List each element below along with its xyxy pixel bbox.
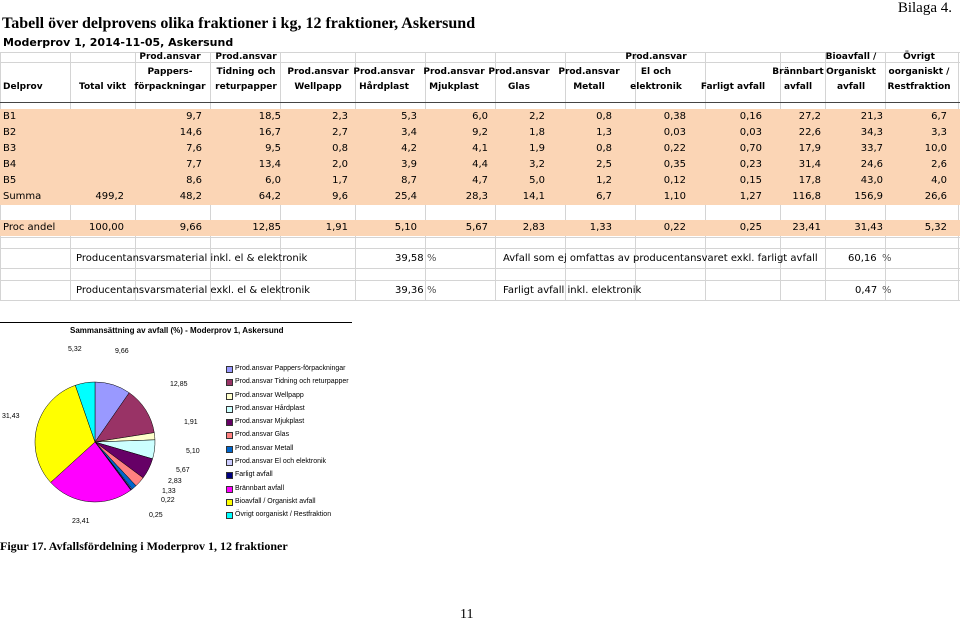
table-row <box>0 220 960 236</box>
summary-label-farligt: Farligt avfall inkl. elektronik <box>503 285 642 296</box>
row-label: B2 <box>3 127 17 138</box>
table-cell: 31,4 <box>798 159 821 170</box>
legend-label: Prod.ansvar Glas <box>235 431 290 439</box>
grid-hline <box>0 248 960 249</box>
figure-caption: Figur 17. Avfallsfördelning i Moderprov 1, 12 fraktioner <box>0 539 288 553</box>
table-subtitle: Moderprov 1, 2014-11-05, Askersund <box>3 36 234 49</box>
header-cell: Restfraktion <box>887 82 951 92</box>
pie-value-label: 5,10 <box>186 448 200 455</box>
table-cell: 26,6 <box>924 191 947 202</box>
table-cell: 2,7 <box>332 127 348 138</box>
table-cell: 5,10 <box>394 222 417 233</box>
summary-pct-ej-omfattas: % <box>882 253 892 264</box>
table-cell: 1,8 <box>529 127 545 138</box>
table-row <box>0 109 960 125</box>
table-cell: 116,8 <box>792 191 821 202</box>
legend-swatch <box>226 419 233 426</box>
table-cell: 0,12 <box>663 175 686 186</box>
table-cell: 2,6 <box>931 159 947 170</box>
header-cell: returpapper <box>215 82 277 92</box>
appendix-label: Bilaga 4. <box>897 0 952 16</box>
table-cell: 12,85 <box>252 222 281 233</box>
legend-label: Prod.ansvar Metall <box>235 444 294 452</box>
table-cell: 0,8 <box>332 143 348 154</box>
legend-label: Prod.ansvar Wellpapp <box>235 391 304 399</box>
table-cell: 0,22 <box>663 143 686 154</box>
header-cell: avfall <box>836 82 866 92</box>
table-cell: 0,23 <box>739 159 762 170</box>
summary-value-excl: 39,36 <box>395 285 424 296</box>
table-cell: 4,4 <box>472 159 488 170</box>
legend-label: Prod.ansvar El och elektronik <box>235 458 327 466</box>
table-cell: 24,6 <box>860 159 883 170</box>
pie-value-label: 9,66 <box>115 348 129 355</box>
row-label: Proc andel <box>3 222 56 233</box>
table-cell: 28,3 <box>465 191 488 202</box>
header-cell: Bioavfall / <box>825 52 877 62</box>
header-cell: Delprov <box>3 82 43 92</box>
pie-value-label: 2,83 <box>168 478 182 485</box>
header-cell: El och <box>640 67 672 77</box>
table-cell: 17,8 <box>798 175 821 186</box>
row-label: B1 <box>3 111 17 122</box>
table-cell: 33,7 <box>860 143 883 154</box>
table-cell: 0,03 <box>739 127 762 138</box>
grid-hline <box>0 62 960 63</box>
legend-label: Övrigt oorganiskt / Restfraktion <box>235 511 332 519</box>
table-cell: 4,1 <box>472 143 488 154</box>
table-title: Tabell över delprovens olika fraktioner i kg, 12 fraktioner, Askersund <box>2 15 476 32</box>
table-cell: 100,00 <box>89 222 124 233</box>
table-cell: 16,7 <box>258 127 281 138</box>
chart-title: Sammansättning av avfall (%) - Moderprov 1, Askersund <box>70 326 284 335</box>
legend-swatch <box>226 406 233 413</box>
table-cell: 14,6 <box>179 127 202 138</box>
legend-swatch <box>226 432 233 439</box>
table-cell: 0,16 <box>739 111 762 122</box>
table-cell: 6,0 <box>472 111 488 122</box>
header-cell: Total vikt <box>79 82 126 92</box>
table-cell: 3,2 <box>529 159 545 170</box>
table-row <box>0 173 960 189</box>
legend-label: Prod.ansvar Pappers-förpackningar <box>235 365 346 372</box>
table-cell: 2,2 <box>529 111 545 122</box>
legend-swatch <box>226 379 233 386</box>
pie-value-label: 0,22 <box>161 497 175 504</box>
table-cell: 5,32 <box>924 222 947 233</box>
header-cell: Prod.ansvar <box>423 67 485 77</box>
legend-swatch <box>226 512 233 519</box>
header-cell: Wellpapp <box>294 82 342 92</box>
summary-value-ej-omfattas: 60,16 <box>848 253 877 264</box>
table-cell: 43,0 <box>860 175 883 186</box>
table-cell: 21,3 <box>860 111 883 122</box>
table-cell: 4,7 <box>472 175 488 186</box>
grid-hline <box>0 300 960 301</box>
table-cell: 0,15 <box>739 175 762 186</box>
grid-hline <box>0 280 960 281</box>
table-cell: 34,3 <box>860 127 883 138</box>
table-cell: 1,91 <box>325 222 348 233</box>
header-cell: förpackningar <box>134 82 206 92</box>
pie-value-label: 0,25 <box>149 512 163 519</box>
legend-swatch <box>226 472 233 479</box>
table-cell: 8,7 <box>401 175 417 186</box>
legend-label: Farligt avfall <box>235 471 273 479</box>
summary-pct-farligt: % <box>882 285 892 296</box>
table-row <box>0 157 960 173</box>
summary-label-incl: Producentansvarsmaterial inkl. el & elektronik <box>76 253 308 264</box>
table-cell: 0,70 <box>739 143 762 154</box>
table-cell: 4,0 <box>931 175 947 186</box>
table-cell: 7,6 <box>186 143 202 154</box>
table-cell: 3,4 <box>401 127 417 138</box>
table-cell: 3,9 <box>401 159 417 170</box>
header-cell: Brännbart <box>772 67 824 77</box>
table-cell: 23,41 <box>792 222 821 233</box>
table-cell: 5,67 <box>465 222 488 233</box>
table-cell: 31,43 <box>854 222 883 233</box>
table-cell: 18,5 <box>258 111 281 122</box>
header-cell: Mjukplast <box>429 82 479 92</box>
header-cell: Glas <box>508 82 530 92</box>
table-cell: 2,0 <box>332 159 348 170</box>
table-cell: 4,2 <box>401 143 417 154</box>
header-cell: Farligt avfall <box>700 82 766 92</box>
table-cell: 2,3 <box>332 111 348 122</box>
table-cell: 0,03 <box>663 127 686 138</box>
legend-label: Prod.ansvar Tidning och returpapper <box>235 378 349 386</box>
header-cell: avfall <box>783 82 813 92</box>
table-cell: 0,8 <box>596 111 612 122</box>
header-cell: Prod.ansvar <box>488 67 550 77</box>
header-cell: oorganiskt / <box>888 67 950 77</box>
legend-swatch <box>226 366 233 373</box>
table-cell: 6,7 <box>596 191 612 202</box>
table-row <box>0 189 960 205</box>
legend-label: Prod.ansvar Mjukplast <box>235 418 305 426</box>
pie-value-label: 23,41 <box>72 518 90 525</box>
header-cell: elektronik <box>630 82 682 92</box>
table-cell: 6,0 <box>265 175 281 186</box>
table-cell: 2,5 <box>596 159 612 170</box>
table-cell: 9,6 <box>332 191 348 202</box>
table-cell: 13,4 <box>258 159 281 170</box>
header-cell: Prod.ansvar <box>287 67 349 77</box>
table-cell: 1,7 <box>332 175 348 186</box>
table-cell: 6,7 <box>931 111 947 122</box>
table-cell: 2,83 <box>522 222 545 233</box>
table-cell: 14,1 <box>522 191 545 202</box>
row-label: B4 <box>3 159 17 170</box>
summary-pct-excl: % <box>427 285 437 296</box>
table-cell: 9,5 <box>265 143 281 154</box>
legend-swatch <box>226 459 233 466</box>
header-cell: Prod.ansvar <box>558 67 620 77</box>
summary-label-excl: Producentansvarsmaterial exkl. el & elektronik <box>76 285 311 296</box>
table-cell: 64,2 <box>258 191 281 202</box>
grid-hline <box>0 237 960 238</box>
table-cell: 9,66 <box>179 222 202 233</box>
pie-value-label: 5,67 <box>176 467 190 474</box>
summary-label-ej-omfattas: Avfall som ej omfattas av producentansvaret exkl. farligt avfall <box>503 253 818 264</box>
header-cell: Pappers- <box>147 67 193 77</box>
legend-label: Bioavfall / Organiskt avfall <box>235 497 316 505</box>
table-cell: 1,10 <box>663 191 686 202</box>
header-cell: Hårdplast <box>359 82 409 92</box>
table-cell: 25,4 <box>394 191 417 202</box>
header-cell: Övrigt <box>903 52 935 62</box>
table-cell: 5,3 <box>401 111 417 122</box>
summary-pct-incl: % <box>427 253 437 264</box>
table-cell: 3,3 <box>931 127 947 138</box>
pie-value-label: 5,32 <box>68 346 82 353</box>
table-cell: 1,33 <box>589 222 612 233</box>
row-label: Summa <box>3 191 42 202</box>
legend-swatch <box>226 486 233 493</box>
legend-swatch <box>226 499 233 506</box>
legend-swatch <box>226 446 233 453</box>
table-cell: 5,0 <box>529 175 545 186</box>
legend-label: Brännbart avfall <box>235 484 285 492</box>
header-cell: Tidning och <box>216 67 276 77</box>
row-label: B3 <box>3 143 17 154</box>
pie-value-label: 1,33 <box>162 488 176 495</box>
header-cell: Organiskt <box>826 67 876 77</box>
summary-value-farligt: 0,47 <box>855 285 878 296</box>
grid-hline <box>0 268 960 269</box>
table-cell: 48,2 <box>179 191 202 202</box>
table-cell: 1,27 <box>739 191 762 202</box>
header-cell: Prod.ansvar <box>139 52 201 62</box>
pie-value-label: 1,91 <box>184 419 198 426</box>
table-cell: 1,2 <box>596 175 612 186</box>
page-number: 11 <box>460 607 474 622</box>
table-cell: 1,3 <box>596 127 612 138</box>
pie-value-label: 31,43 <box>2 413 20 420</box>
header-cell: Metall <box>573 82 605 92</box>
table-cell: 9,7 <box>186 111 202 122</box>
table-cell: 0,22 <box>663 222 686 233</box>
header-cell: Prod.ansvar <box>215 52 277 62</box>
table-cell: 1,9 <box>529 143 545 154</box>
table-cell: 0,38 <box>663 111 686 122</box>
table-cell: 0,8 <box>596 143 612 154</box>
summary-value-incl: 39,58 <box>395 253 424 264</box>
table-cell: 156,9 <box>854 191 883 202</box>
table-cell: 8,6 <box>186 175 202 186</box>
table-cell: 499,2 <box>95 191 124 202</box>
pie-value-label: 12,85 <box>170 381 188 388</box>
table-cell: 17,9 <box>798 143 821 154</box>
table-cell: 0,35 <box>663 159 686 170</box>
header-cell: Prod.ansvar <box>625 52 687 62</box>
header-cell: Prod.ansvar <box>353 67 415 77</box>
table-cell: 22,6 <box>798 127 821 138</box>
table-cell: 27,2 <box>798 111 821 122</box>
table-cell: 7,7 <box>186 159 202 170</box>
table-cell: 10,0 <box>924 143 947 154</box>
table-cell: 9,2 <box>472 127 488 138</box>
legend-swatch <box>226 393 233 400</box>
header-separator <box>0 102 960 103</box>
table-row <box>0 125 960 141</box>
row-label: B5 <box>3 175 17 186</box>
table-row <box>0 141 960 157</box>
table-cell: 0,25 <box>739 222 762 233</box>
legend-label: Prod.ansvar Hårdplast <box>235 404 305 412</box>
